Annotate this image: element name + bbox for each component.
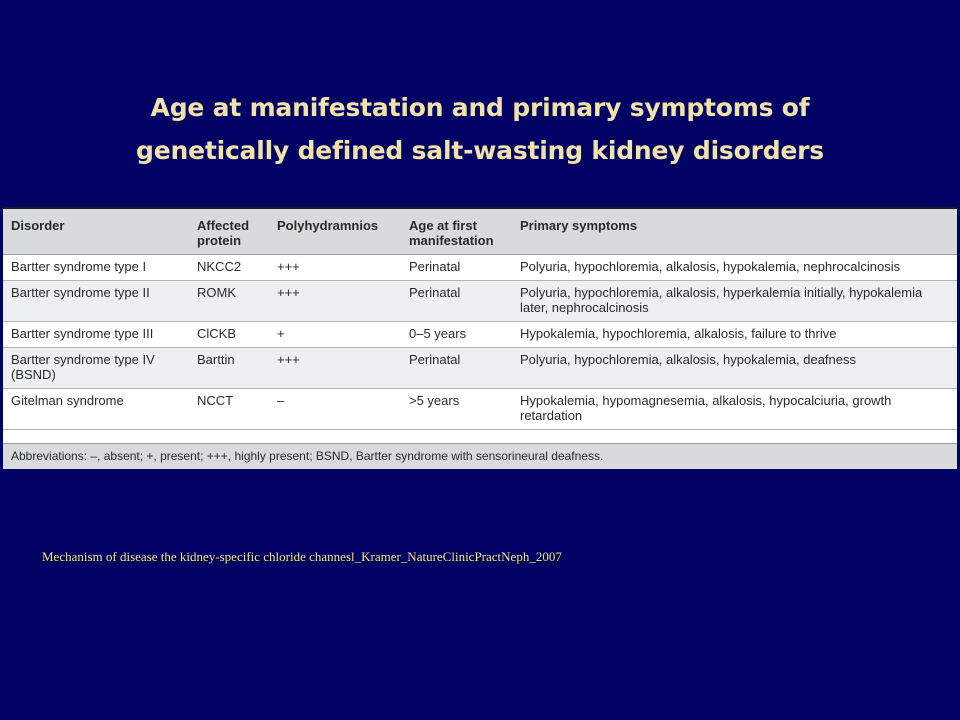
cell-symptoms: Polyuria, hypochloremia, alkalosis, hypokalemia, nephrocalcinosis (512, 255, 957, 281)
cell-disorder: Bartter syndrome type II (3, 281, 189, 322)
cell-disorder: Bartter syndrome type III (3, 322, 189, 348)
cell-polyhydramnios: +++ (269, 348, 401, 389)
table-row (3, 255, 957, 281)
cell-protein: NKCC2 (189, 255, 269, 281)
cell-protein: ClCKB (189, 322, 269, 348)
table-row (3, 348, 957, 389)
cell-age: Perinatal (401, 281, 512, 322)
table-row (3, 322, 957, 348)
table-header-row (3, 209, 957, 255)
source-citation: Mechanism of disease the kidney-specific chloride channesl_Kramer_NatureClinicPractNeph_2007 (42, 549, 562, 564)
disorders-table-panel (3, 207, 957, 469)
cell-symptoms: Polyuria, hypochloremia, alkalosis, hyperkalemia initially, hypokalemia later, nephrocalcinosis (512, 281, 957, 322)
header-polyhydramnios: Polyhydramnios (269, 209, 401, 255)
disorders-table (3, 209, 957, 430)
slide-title-line-1: Age at manifestation and primary symptoms of (150, 93, 810, 122)
slide-title-line-2: genetically defined salt-wasting kidney disorders (136, 136, 824, 165)
slide-title (0, 86, 960, 172)
header-primary-symptoms: Primary symptoms (512, 209, 957, 255)
cell-protein: NCCT (189, 389, 269, 430)
cell-symptoms: Polyuria, hypochloremia, alkalosis, hypokalemia, deafness (512, 348, 957, 389)
cell-symptoms: Hypokalemia, hypomagnesemia, alkalosis, hypocalciuria, growth retardation (512, 389, 957, 430)
cell-age: >5 years (401, 389, 512, 430)
abbreviations-footnote: Abbreviations: –, absent; +, present; +++, highly present; BSND, Bartter syndrome with sensorineural deafness. (3, 443, 957, 469)
cell-polyhydramnios: – (269, 389, 401, 430)
header-disorder: Disorder (3, 209, 189, 255)
cell-protein: ROMK (189, 281, 269, 322)
cell-disorder: Gitelman syndrome (3, 389, 189, 430)
cell-disorder: Bartter syndrome type IV (BSND) (3, 348, 189, 389)
cell-symptoms: Hypokalemia, hypochloremia, alkalosis, failure to thrive (512, 322, 957, 348)
cell-polyhydramnios: +++ (269, 281, 401, 322)
cell-protein: Barttin (189, 348, 269, 389)
header-affected-protein: Affected protein (189, 209, 269, 255)
cell-age: 0–5 years (401, 322, 512, 348)
header-age-first-manifestation: Age at first manifestation (401, 209, 512, 255)
cell-disorder: Bartter syndrome type I (3, 255, 189, 281)
table-row (3, 281, 957, 322)
cell-age: Perinatal (401, 255, 512, 281)
table-row (3, 389, 957, 430)
cell-age: Perinatal (401, 348, 512, 389)
cell-polyhydramnios: +++ (269, 255, 401, 281)
cell-polyhydramnios: + (269, 322, 401, 348)
